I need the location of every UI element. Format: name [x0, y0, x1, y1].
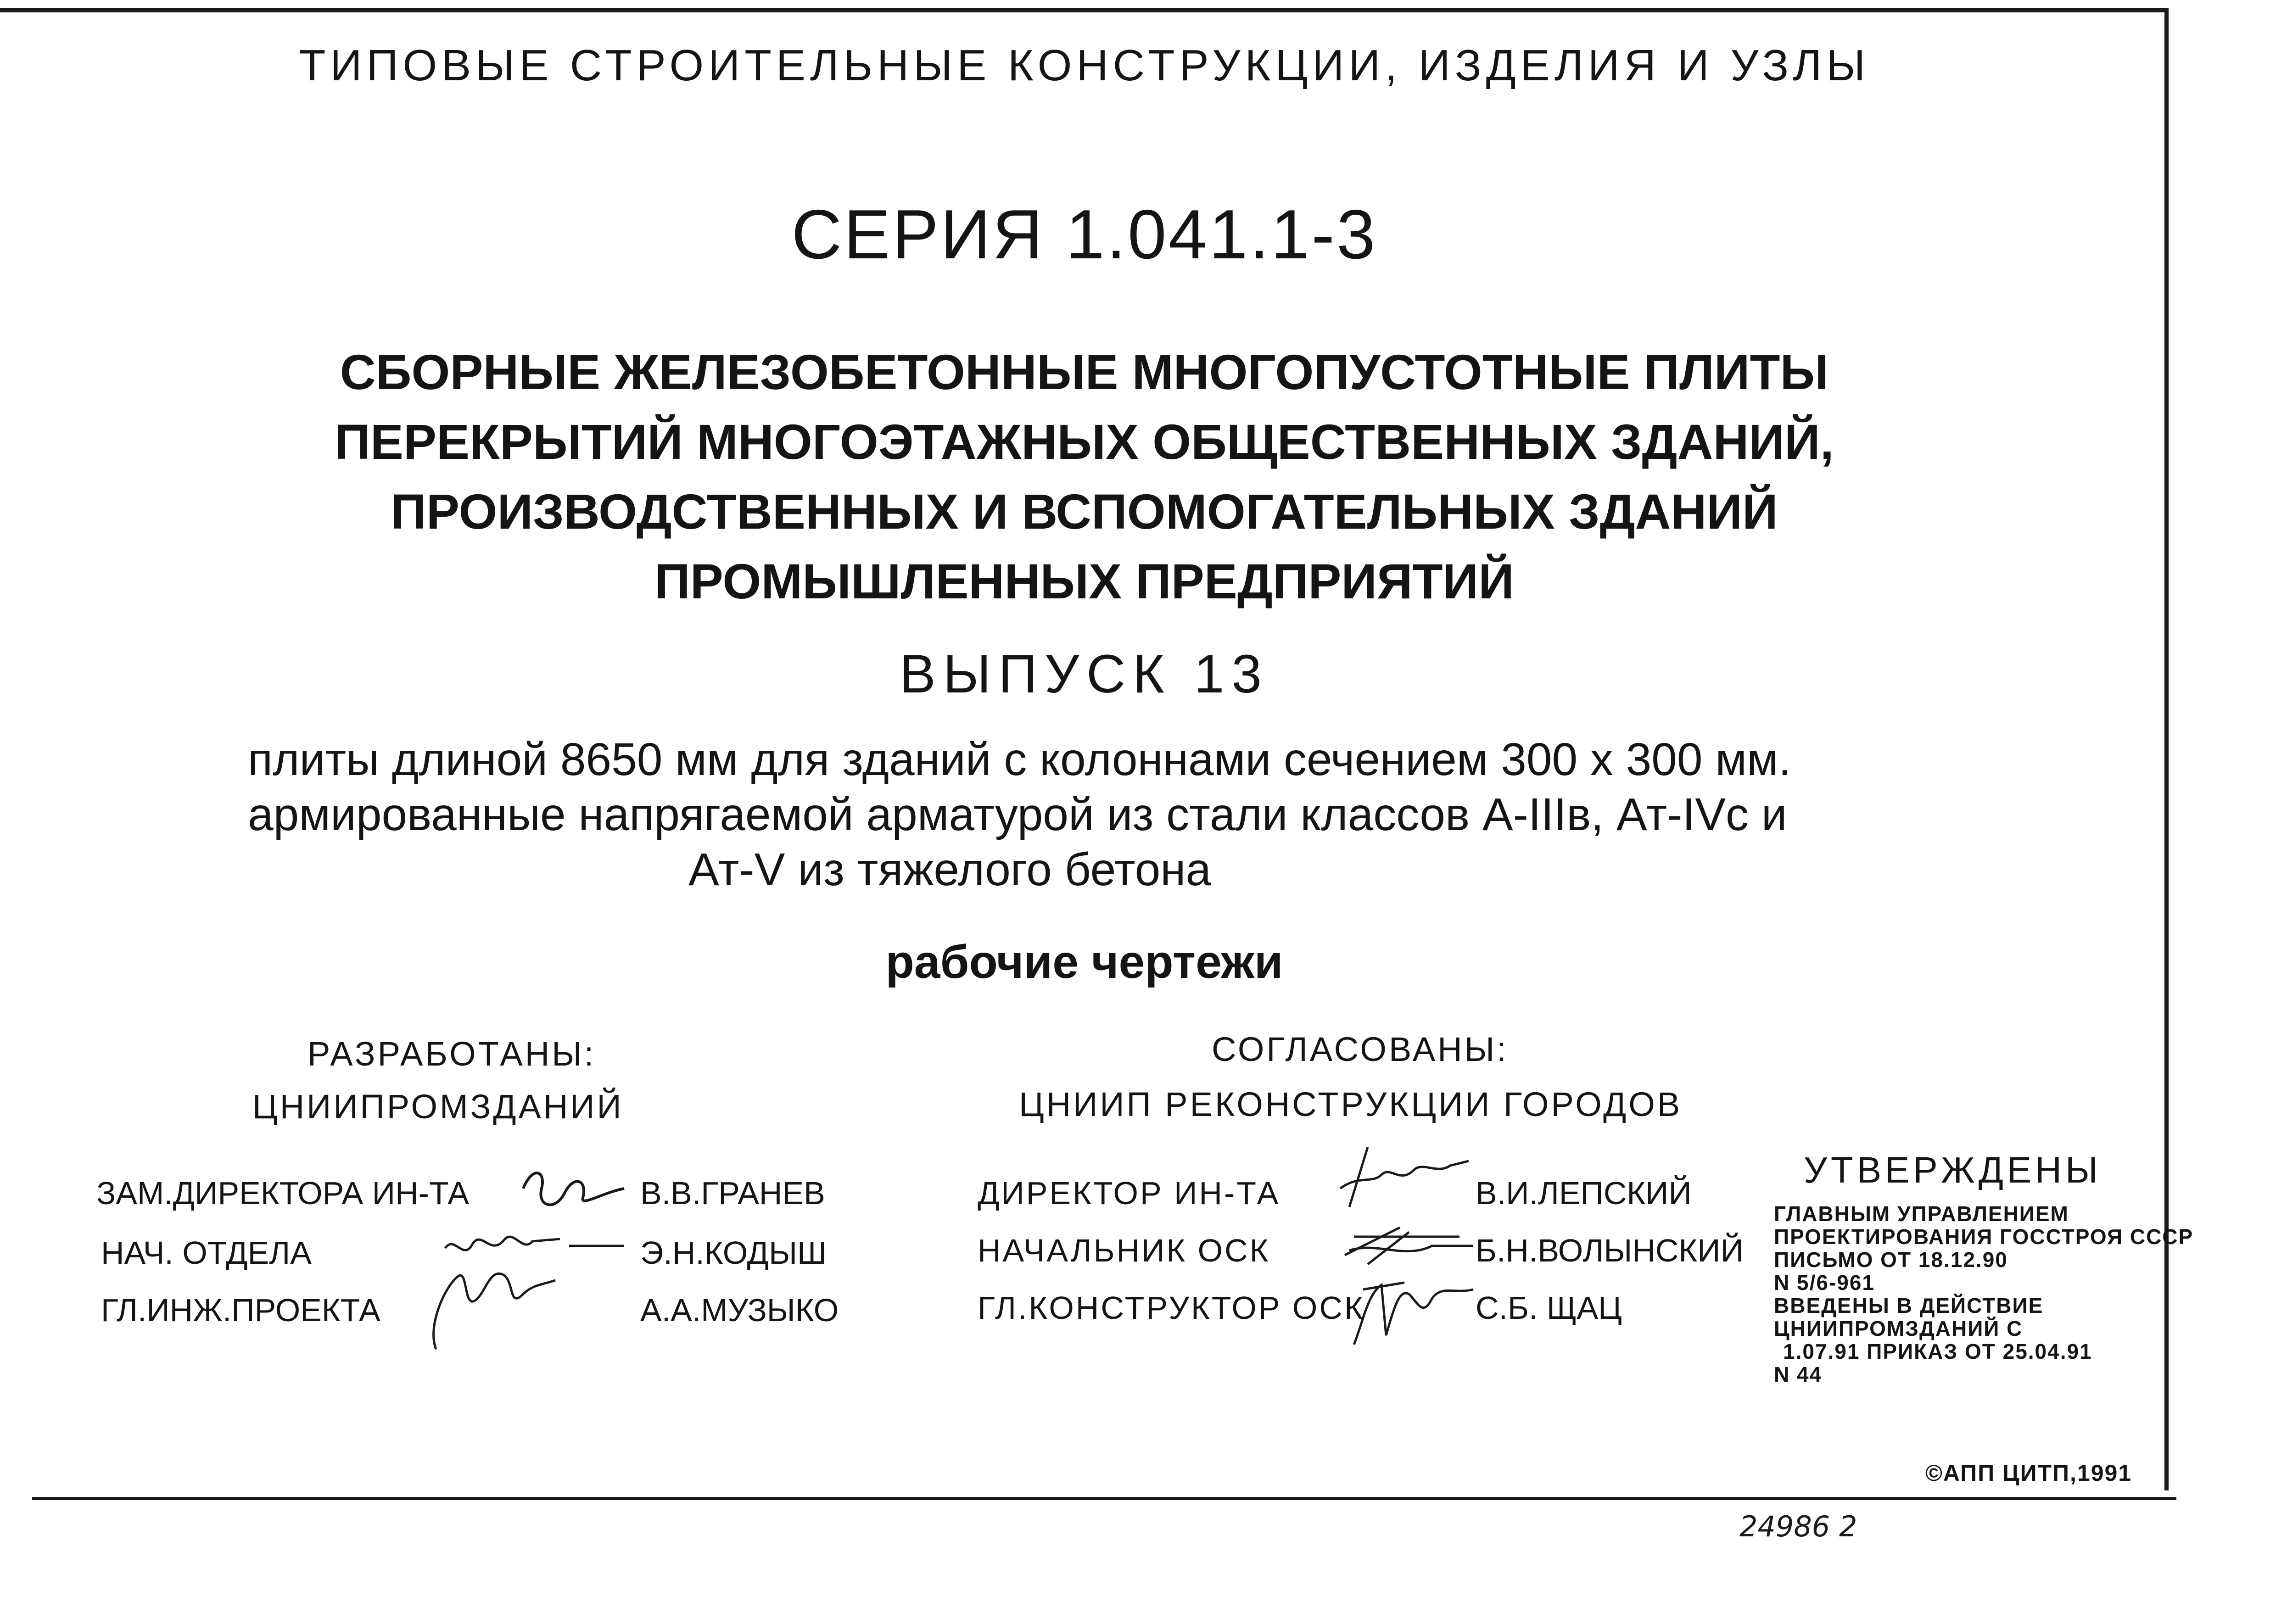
approved-details	[1774, 1202, 2193, 1386]
signature-shchats	[1345, 1267, 1482, 1354]
agreed-name: Б.Н.ВОЛЫНСКИЙ	[1476, 1233, 1744, 1268]
plates-line: Ат-V из тяжелого бетона	[688, 844, 1212, 895]
agreed-position: ДИРЕКТОР ИН-ТА	[978, 1175, 1280, 1211]
main-title-line: ПЕРЕКРЫТИЙ МНОГОЭТАЖНЫХ ОБЩЕСТВЕННЫХ ЗДАНИЙ,	[335, 414, 1834, 469]
developed-name: А.А.МУЗЫКО	[640, 1292, 839, 1328]
frame-top-border	[0, 8, 2169, 12]
approved-line: 1.07.91 ПРИКАЗ ОТ 25.04.91	[1783, 1339, 2092, 1363]
series-title: СЕРИЯ 1.041.1-3	[791, 195, 1377, 273]
agreed-org: ЦНИИП РЕКОНСТРУКЦИИ ГОРОДОВ	[1019, 1085, 1683, 1123]
agreed-position: НАЧАЛЬНИК ОСК	[978, 1233, 1270, 1268]
developed-org: ЦНИИПРОМЗДАНИЙ	[252, 1088, 624, 1126]
main-title-line: ПРОМЫШЛЕННЫХ ПРЕДПРИЯТИЙ	[654, 553, 1514, 609]
agreed-position: ГЛ.КОНСТРУКТОР ОСК	[978, 1290, 1365, 1326]
agreed-label: СОГЛАСОВАНЫ:	[1212, 1030, 1509, 1068]
plates-line: армированные напрягаемой арматурой из стали классов А-IIIв, Ат-IVс и	[248, 789, 1787, 840]
developed-name: Э.Н.КОДЫШ	[640, 1235, 827, 1271]
signature-lepsky	[1331, 1138, 1478, 1221]
issue-number: ВЫПУСК 13	[900, 644, 1269, 704]
developed-position: ЗАМ.ДИРЕКТОРА ИН-ТА	[96, 1175, 470, 1211]
approved-line: ЦНИИПРОМЗДАНИЙ С	[1774, 1317, 2023, 1340]
frame-bottom-border	[32, 1497, 2176, 1500]
main-title-line: СБОРНЫЕ ЖЕЛЕЗОБЕТОННЫЕ МНОГОПУСТОТНЫЕ ПЛИТЫ	[340, 344, 1829, 400]
approved-line: ПРОЕКТИРОВАНИЯ ГОССТРОЯ СССР	[1774, 1225, 2194, 1249]
working-drawings-label: рабочие чертежи	[885, 936, 1283, 988]
sheet-number: 24986 2	[1739, 1510, 1857, 1543]
approved-title: УТВЕРЖДЕНЫ	[1804, 1150, 2102, 1190]
developed-name: В.В.ГРАНЕВ	[640, 1175, 825, 1211]
approved-line: ВВЕДЕНЫ В ДЕЙСТВИЕ	[1774, 1294, 2044, 1317]
main-title-line: ПРОИЗВОДСТВЕННЫХ И ВСПОМОГАТЕЛЬНЫХ ЗДАНИЙ	[391, 484, 1778, 539]
agreed-name: С.Б. ЩАЦ	[1476, 1290, 1622, 1326]
signature-volynsky	[1340, 1218, 1478, 1273]
main-title	[0, 337, 2169, 616]
approved-line: ГЛАВНЫМ УПРАВЛЕНИЕМ	[1774, 1202, 2069, 1226]
approved-line: ПИСЬМО ОТ 18.12.90	[1774, 1248, 2008, 1272]
signature-graneva	[514, 1161, 633, 1221]
approved-line: N 44	[1774, 1362, 1823, 1386]
developed-position: НАЧ. ОТДЕЛА	[101, 1235, 312, 1271]
plates-line: плиты длиной 8650 мм для зданий с колоннами сечением 300 х 300 мм.	[248, 734, 1791, 785]
developed-label: РАЗРАБОТАНЫ:	[308, 1035, 596, 1073]
top-title: ТИПОВЫЕ СТРОИТЕЛЬНЫЕ КОНСТРУКЦИИ, ИЗДЕЛИЯ И УЗЛЫ	[298, 41, 1870, 90]
signature-muzyko	[418, 1257, 565, 1358]
approved-line: N 5/6-961	[1774, 1271, 1875, 1295]
plates-description	[248, 732, 1791, 897]
copyright-notice: ©АПП ЦИТП,1991	[1925, 1460, 2132, 1486]
developed-position: ГЛ.ИНЖ.ПРОЕКТА	[101, 1292, 380, 1328]
agreed-name: В.И.ЛЕПСКИЙ	[1476, 1175, 1692, 1211]
